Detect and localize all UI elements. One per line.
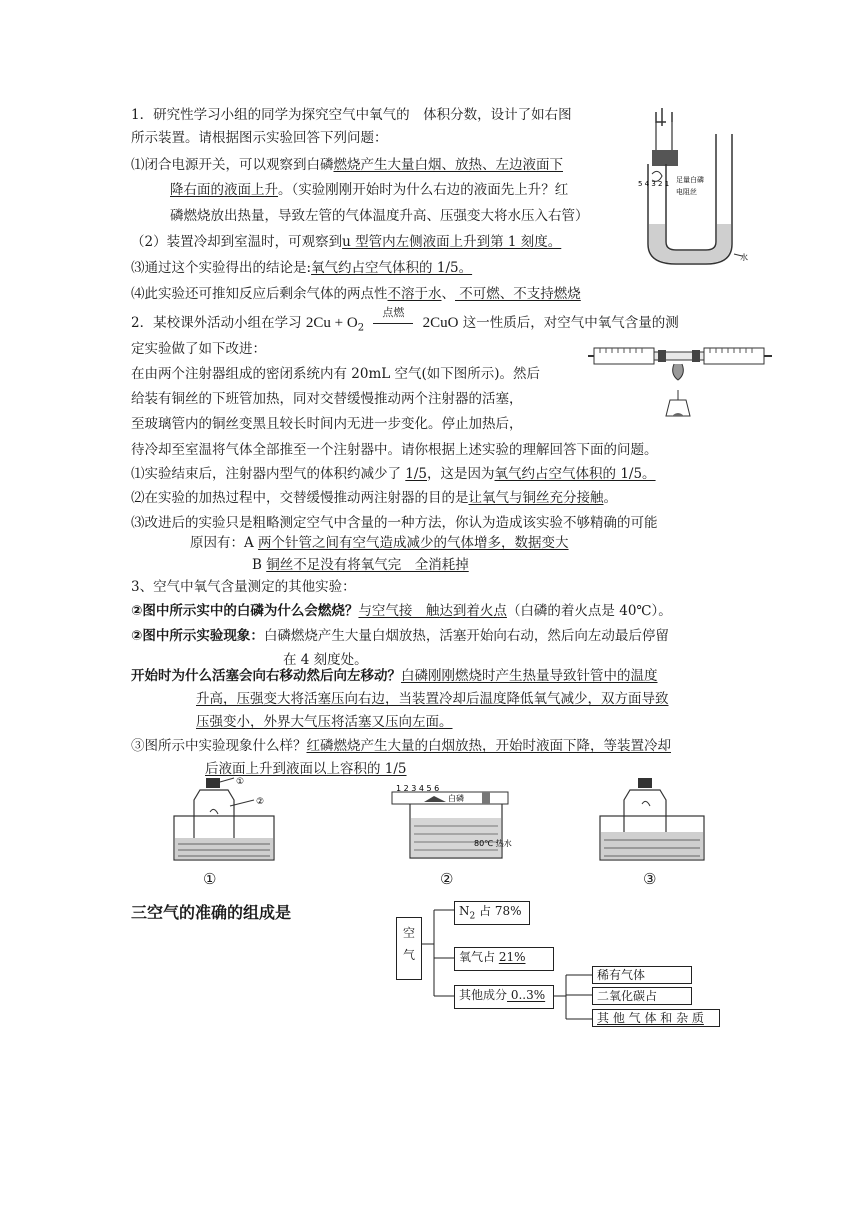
q1-part1-line3: 磷燃烧放出热量，导致左管的气体温度升高、压强变大将水压入右管）: [170, 208, 589, 224]
utube-scale: 5 4 3 2 1: [638, 180, 670, 188]
answer-blank: 燃烧产生大量白烟、放热、左边液面下: [333, 157, 563, 173]
svg-text:1 2 3 4 5 6: 1 2 3 4 5 6: [396, 784, 440, 793]
figure-number-2: ②: [440, 870, 454, 888]
q2-sub3-line3: B 铜丝不足没有将氧气完 全消耗掉: [252, 557, 469, 573]
q1-line2: 所示装置。请根据图示实验回答下列问题：: [131, 130, 388, 146]
answer-blank: 不溶于水: [387, 286, 442, 302]
answer-blank: 降右面的液面上升: [170, 182, 278, 198]
utube-label-wire: 电阻丝: [676, 188, 697, 196]
svg-text:80℃ 热水: 80℃ 热水: [474, 839, 512, 848]
q2-line5: 至玻璃管内的铜丝变黑且较长时间内无进一步变化。停止加热后，: [131, 416, 523, 432]
answer-blank: 白磷刚刚燃烧时产生热量导致针管中的温度: [401, 668, 658, 684]
utube-label-phosphorus: 足量白磷: [676, 176, 704, 184]
answer-blank: 1/5: [405, 466, 428, 482]
syringe-figure: [586, 340, 774, 422]
answer-blank: 与空气接 触达到着火点: [358, 603, 507, 619]
answer-blank: 压强变小，外界大气压将活塞又压向左面。: [196, 714, 453, 730]
q2-line2: 定实验做了如下改进：: [131, 341, 266, 357]
q2-sub1: ⑴实验结束后，注射器内型气的体积约减少了 1/5，这是因为氧气约占空气体积的 1/5。: [131, 466, 656, 482]
q2-sub2: ⑵在实验的加热过程中，交替缓慢推动两注射器的目的是让氧气与铜丝充分接触。: [131, 490, 617, 506]
q1-part1-line1: ⑴闭合电源开关，可以观察到白磷燃烧产生大量白烟、放热、左边液面下: [131, 157, 563, 173]
svg-text:白磷: 白磷: [448, 794, 464, 803]
answer-blank: 让氧气与铜丝充分接触: [468, 490, 604, 506]
q3-item-b-line2: 在 4 刻度处。: [283, 652, 368, 668]
other-gases-box: 其 他 气 体 和 杂 质: [592, 1009, 720, 1027]
q3-item-d-line1: ③图所示中实验现象什么样？红磷燃烧产生大量的白烟放热，开始时液面下降，等装置冷却: [131, 738, 671, 754]
bell-jar-figure-3: [596, 776, 708, 868]
q1-line1: 1．研究性学习小组的同学为探究空气中氧气的 体积分数，设计了如右图: [131, 107, 572, 123]
answer-blank: u 型管内左侧液面上升到第 1 刻度。: [342, 234, 562, 250]
q3-item-c-line3: [196, 713, 453, 731]
q2-sub3-line2: 原因有：A 两个针管之间有空气造成减少的气体增多，数据变大: [190, 535, 569, 551]
answer-blank: 升高，压强变大将活塞压向右边，当装置冷却后温度降低氧气减少，双方面导致: [196, 691, 669, 707]
utube-label-water: 水: [740, 253, 748, 262]
nitrogen-box: $N_2$ 占 78%: [454, 901, 530, 925]
q1-part1-line2: 降右面的液面上升。（实验刚刚开始时为什么右边的液面先上升？红: [170, 182, 569, 198]
svg-text:①: ①: [236, 777, 245, 787]
q2-line3: 在由两个注射器组成的密闭系统内有 20mL 空气(如下图所示)。然后: [131, 366, 541, 382]
answer-blank: 后液面上升到液面以上容积的 1/5: [205, 761, 407, 777]
q2-sub3-line1: ⑶改进后的实验只是粗略测定空气中含量的一种方法，你认为造成该实验不够精确的可能: [131, 515, 658, 531]
air-root-box: 空 气: [396, 917, 422, 980]
figure-number-1: ①: [203, 870, 217, 888]
answer-blank: 不可燃、不支持燃烧: [455, 286, 581, 302]
answer-blank: 氧气约占空气体积的 1/5。: [311, 260, 473, 276]
q3-item-a: ②图中所示实中的白磷为什么会燃烧？与空气接 触达到着火点（白磷的着火点是 40℃）。: [131, 603, 672, 619]
section-title: 三空气的准确的组成是: [131, 903, 292, 922]
answer-blank: 两个针管之间有空气造成减少的气体增多，数据变大: [258, 535, 569, 551]
co2-box: 二氧化碳占: [592, 987, 692, 1005]
q3-item-c-line1: 开始时为什么活塞会向右移动然后向左移动？白磷刚刚燃烧时产生热量导致针管中的温度: [131, 668, 658, 684]
svg-text:②: ②: [256, 797, 265, 807]
q1-part4: ⑷此实验还可推知反应后剩余气体的两点性不溶于水、 不可燃、不支持燃烧: [131, 286, 581, 302]
oxygen-box: 氧气占 21%: [454, 947, 554, 971]
q3-title: 3、空气中氧气含量测定的其他实验：: [131, 579, 356, 595]
q2-line4: 给装有铜丝的下班管加热，同对交替缓慢推动两个注射器的活塞，: [131, 391, 523, 407]
noble-gas-box: 稀有气体: [592, 966, 692, 984]
other-box: 其他成分 0..3%: [454, 985, 554, 1009]
answer-blank: 铜丝不足没有将氧气完 全消耗掉: [266, 557, 469, 573]
q1-part3: ⑶通过这个实验得出的结论是:氧气约占空气体积的 1/5。: [131, 260, 473, 276]
figure-number-3: ③: [643, 870, 657, 888]
bell-jar-figure-1: [170, 776, 280, 868]
answer-blank: 氧气约占空气体积的 1/5。: [494, 466, 656, 482]
equation-arrow: 点燃: [368, 314, 418, 332]
q1-part2: （2）装置冷却到室温时，可观察到u 型管内左侧液面上升到第 1 刻度。: [131, 234, 562, 250]
q2-line1: 2．某校课外活动小组在学习 $2Cu + O_2$ 点燃 2CuO 这一性质后，对空气中氧气含量的测: [131, 306, 679, 334]
answer-blank: 红磷燃烧产生大量的白烟放热，开始时液面下降，等装置冷却: [306, 738, 671, 754]
q2-line6: 待冷却至室温将气体全部推至一个注射器中。请你根据上述实验的理解回答下面的问题。: [131, 442, 658, 458]
tube-figure-2: [384, 782, 534, 864]
q3-item-b-line1: ②图中所示实验现象：白磷燃烧产生大量白烟放热，活塞开始向右动，然后向左动最后停留: [131, 628, 669, 644]
u-tube-figure: [636, 104, 748, 276]
q3-item-c-line2: [196, 690, 669, 708]
